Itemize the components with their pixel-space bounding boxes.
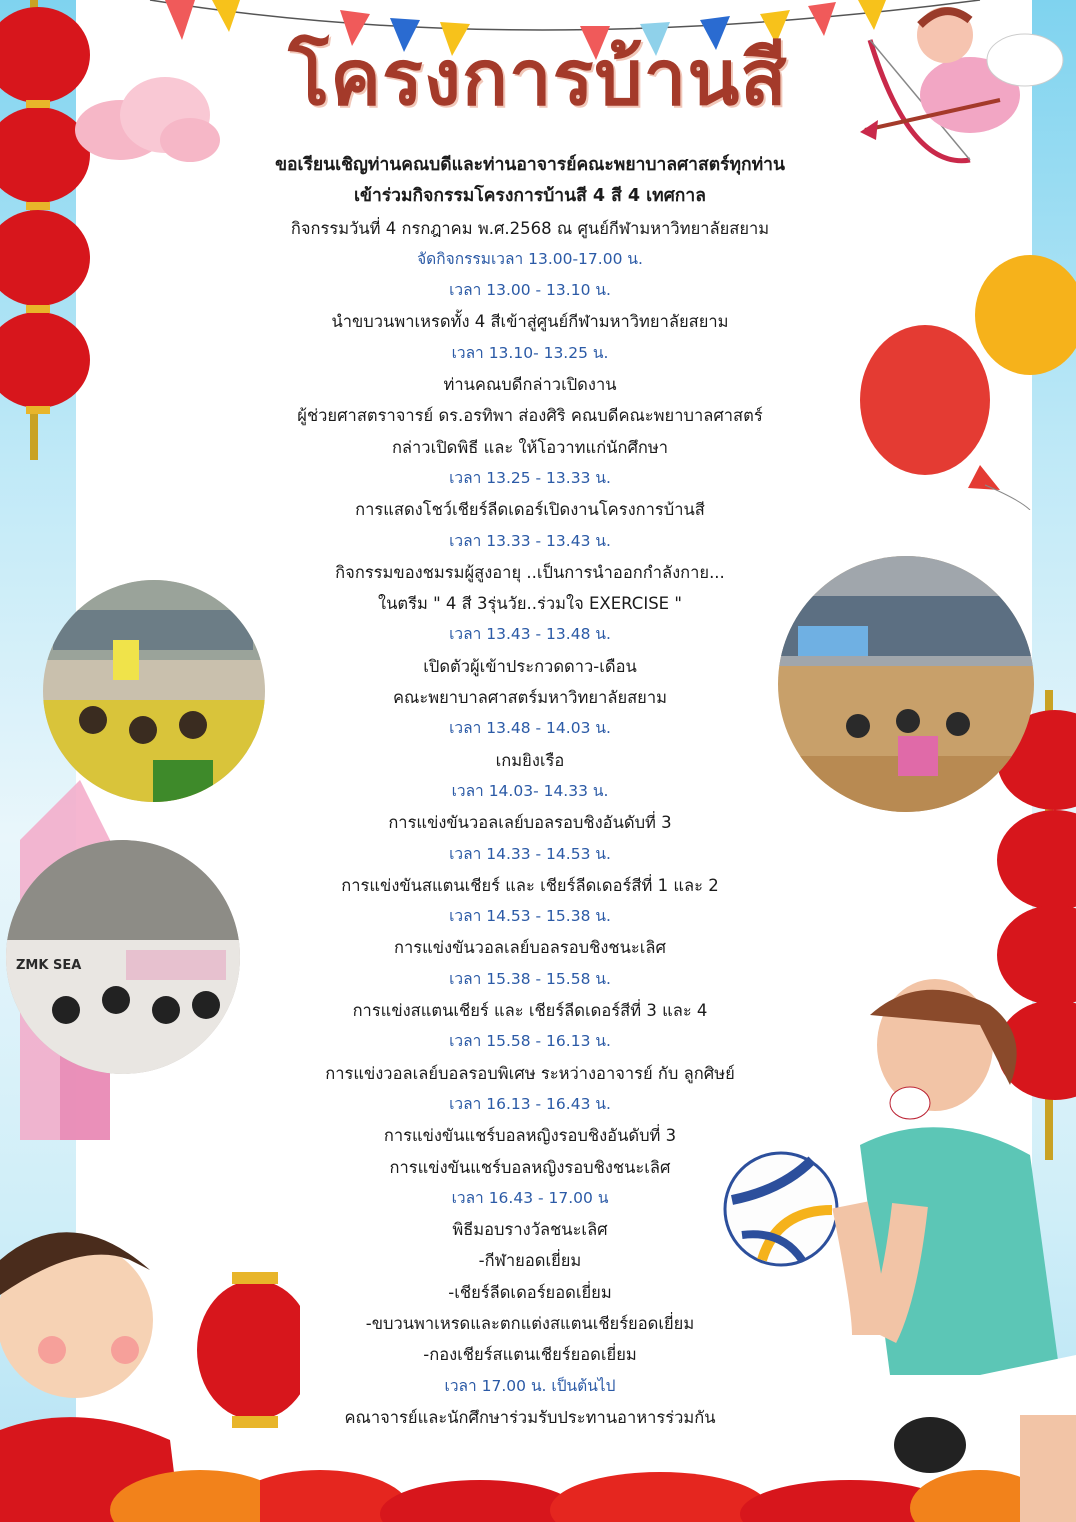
bottom-red-clouds [260, 1440, 1020, 1522]
schedule-time: เวลา 13.25 - 13.33 น. [449, 468, 611, 487]
schedule-time: เวลา 16.43 - 17.00 น [451, 1188, 609, 1207]
schedule-item: กล่าวเปิดพิธี และ ให้โอวาทแก่นักศึกษา [391, 437, 669, 457]
schedule-item: เกมยิงเรือ [495, 750, 565, 770]
schedule-time: เวลา 14.53 - 15.38 น. [449, 907, 611, 926]
poster-title: โครงการบ้านสี [288, 33, 788, 122]
schedule-item: พิธีมอบรางวัลชนะเลิศ [452, 1220, 608, 1240]
schedule-time: เวลา 13.33 - 13.43 น. [449, 531, 611, 550]
schedule-item: นำขบวนพาเหรดทั้ง 4 สีเข้าสู่ศูนย์กีฬามหาวิทยาลัยสยาม [331, 312, 729, 332]
schedule-time: เวลา 17.00 น. เป็นต้นไป [444, 1376, 616, 1395]
schedule-item: การแข่งขันวอลเลย์บอลรอบชิงชนะเลิศ [394, 938, 666, 958]
schedule-list [220, 275, 840, 1433]
intro-line: เข้าร่วมกิจกรรมโครงการบ้านสี 4 สี 4 เทศกาล [354, 186, 706, 207]
schedule-item: ผู้ช่วยศาสตราจารย์ ดร.อรทิพา ส่องศิริ คณบดีคณะพยาบาลศาสตร์ [297, 406, 763, 426]
schedule-item: การแข่งขันแชร์บอลหญิงรอบชิงอันดับที่ 3 [383, 1126, 677, 1146]
schedule-item: กิจกรรมของชมรมผู้สูงอายุ ..เป็นการนำออกกำลังกาย... [335, 562, 725, 582]
schedule-time: เวลา 14.33 - 14.53 น. [449, 844, 611, 863]
schedule-time: เวลา 13.10- 13.25 น. [451, 343, 609, 362]
schedule-item: คณาจารย์และนักศึกษาร่วมรับประทานอาหารร่วมกัน [344, 1407, 716, 1427]
schedule-item: การแข่งสแตนเชียร์ และ เชียร์ลีดเดอร์สีที่ 3 และ 4 [352, 1001, 708, 1021]
schedule-time: เวลา 15.58 - 16.13 น. [449, 1032, 611, 1051]
schedule-time: เวลา 16.13 - 16.43 น. [449, 1094, 611, 1113]
schedule-item: -ขบวนพาเหรดและตกแต่งสแตนเชียร์ยอดเยี่ยม [365, 1313, 695, 1333]
schedule-item: ในตรีม " 4 สี 3รุ่นวัย..ร่วมใจ EXERCISE " [378, 594, 682, 614]
schedule-item: การแสดงโชว์เชียร์ลีดเดอร์เปิดงานโครงการบ้านสี [355, 500, 705, 520]
schedule-item: การแข่งขันสแตนเชียร์ และ เชียร์ลีดเดอร์สีที่ 1 และ 2 [341, 875, 719, 895]
schedule-time: เวลา 13.48 - 14.03 น. [449, 719, 611, 738]
photo-signage-text: ZMK SEA [16, 958, 82, 973]
schedule-item: เปิดตัวผู้เข้าประกวดดาว-เดือน [423, 656, 637, 676]
intro-line: ขอเรียนเชิญท่านคณบดีและท่านอาจารย์คณะพยาบาลศาสตร์ทุกท่าน [275, 155, 785, 175]
schedule-time: เวลา 13.00 - 13.10 น. [449, 281, 611, 300]
schedule-item: คณะพยาบาลศาสตร์มหาวิทยาลัยสยาม [392, 688, 667, 708]
schedule-time: เวลา 14.03- 14.33 น. [451, 781, 609, 800]
schedule-time: เวลา 15.38 - 15.58 น. [449, 969, 611, 988]
event-photo-cheer [6, 840, 240, 1074]
date-line: กิจกรรมวันที่ 4 กรกฎาคม พ.ศ.2568 ณ ศูนย์กีฬามหาวิทยาลัยสยาม [290, 218, 770, 238]
schedule-item: การแข่งขันวอลเลย์บอลรอบชิงอันดับที่ 3 [388, 813, 672, 833]
schedule-item: การแข่งวอลเลย์บอลรอบพิเศษ ระหว่างอาจารย์ กับ ลูกศิษย์ [325, 1063, 735, 1083]
activity-time: จัดกิจกรรมเวลา 13.00-17.00 น. [417, 249, 643, 268]
schedule-item: -กีฬายอดเยี่ยม [478, 1251, 582, 1271]
schedule-item: การแข่งขันแชร์บอลหญิงรอบชิงชนะเลิศ [389, 1157, 671, 1177]
schedule-time: เวลา 13.43 - 13.48 น. [449, 625, 611, 644]
schedule-item: ท่านคณบดีกล่าวเปิดงาน [443, 375, 617, 395]
schedule-item: -เชียร์ลีดเดอร์ยอดเยี่ยม [448, 1282, 612, 1302]
schedule-item: -กองเชียร์สแตนเชียร์ยอดเยี่ยม [423, 1345, 637, 1365]
balloons [850, 250, 1076, 510]
poster-content [220, 150, 840, 1433]
